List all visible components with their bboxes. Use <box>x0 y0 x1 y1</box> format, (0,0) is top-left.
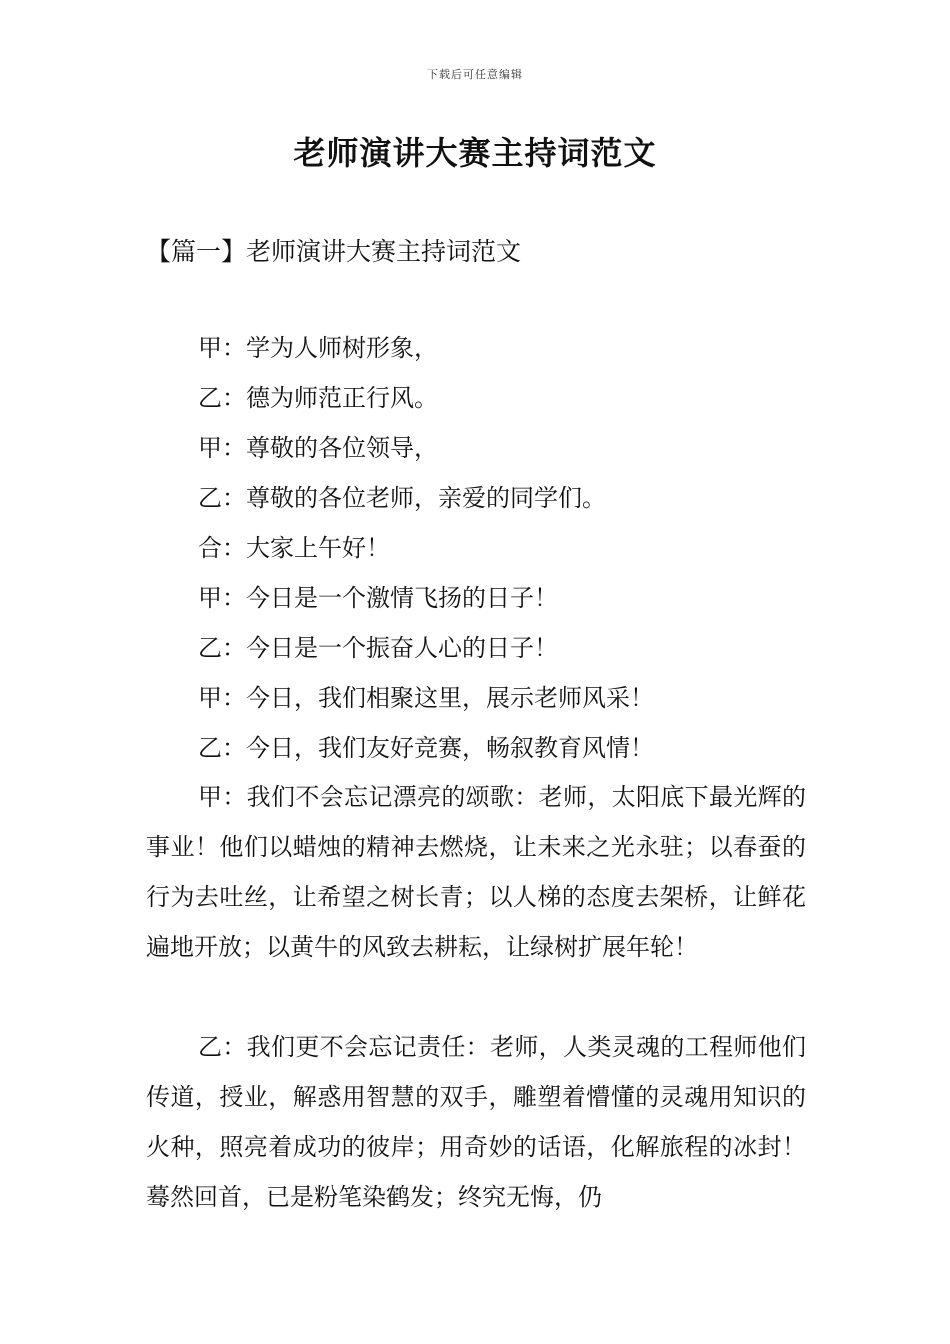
section-heading: 【篇一】老师演讲大赛主持词范文 <box>146 237 522 266</box>
dialogue-list <box>198 333 818 783</box>
dialogue-line: 甲：今日，我们相聚这里，展示老师风采！ <box>198 684 654 712</box>
dialogue-line: 合：大家上午好！ <box>198 534 390 562</box>
dialogue-line: 乙：德为师范正行风。 <box>198 384 438 412</box>
body-paragraph: 甲：我们不会忘记漂亮的颂歌：老师，太阳底下最光辉的事业！他们以蜡烛的精神去燃烧，让未来之光永驻；以春蚕的行为去吐丝，让希望之树长青；以人梯的态度去架桥，让鲜花遍地开放；以黄牛的风致去耕耘，让绿树扩展年轮！ <box>146 783 806 961</box>
document-title: 老师演讲大赛主持词范文 <box>293 134 657 172</box>
dialogue-line: 甲：今日是一个激情飞扬的日子！ <box>198 584 558 612</box>
dialogue-line: 甲：尊敬的各位领导， <box>198 434 438 462</box>
dialogue-line: 乙：今日是一个振奋人心的日子！ <box>198 634 558 662</box>
dialogue-line: 乙：今日，我们友好竞赛，畅叙教育风情！ <box>198 734 654 762</box>
body-paragraph: 乙：我们更不会忘记责任：老师，人类灵魂的工程师他们传道，授业，解惑用智慧的双手，雕塑着懵懂的灵魂用知识的火种，照亮着成功的彼岸；用奇妙的话语，化解旅程的冰封！蓦然回首，已是粉笔染鹤发；终究无悔，仍 <box>146 1033 806 1211</box>
header-note: 下载后可任意编辑 <box>427 68 523 81</box>
dialogue-line: 乙：尊敬的各位老师，亲爱的同学们。 <box>198 484 606 512</box>
dialogue-line: 甲：学为人师树形象， <box>198 334 438 362</box>
